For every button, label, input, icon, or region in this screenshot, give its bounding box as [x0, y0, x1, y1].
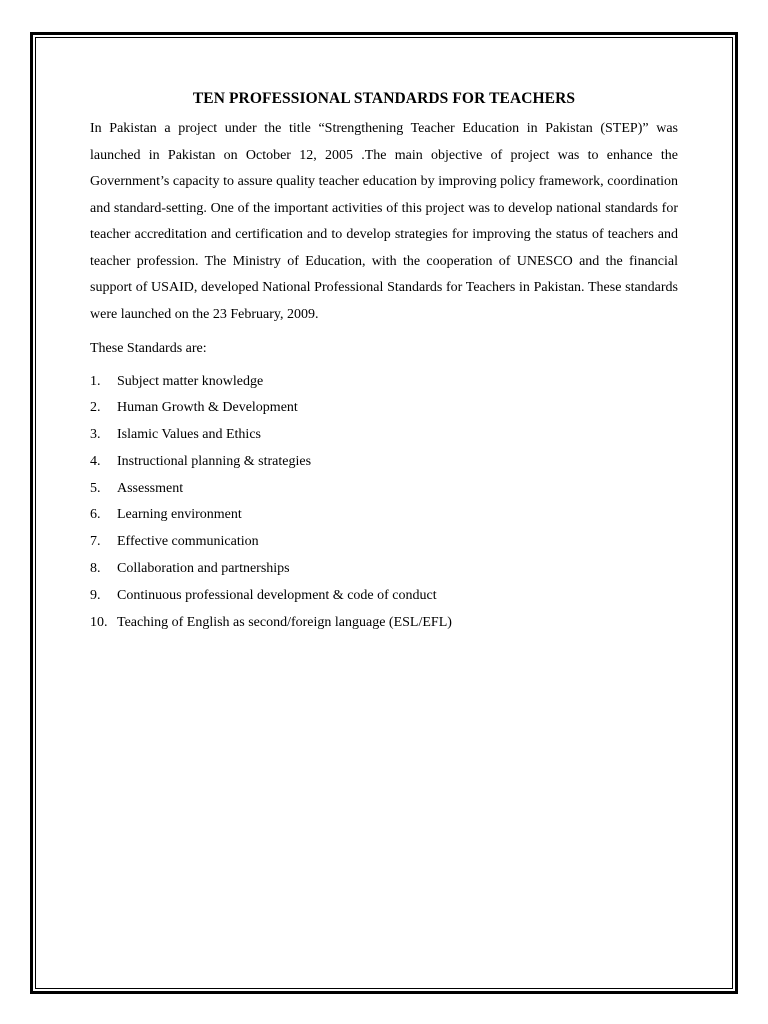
- list-item-number: 8.: [90, 561, 101, 577]
- document-title: TEN PROFESSIONAL STANDARDS FOR TEACHERS: [192, 90, 576, 107]
- list-item-number: 9.: [90, 587, 101, 603]
- document-content: [90, 90, 678, 636]
- list-item-text: Instructional planning & strategies: [117, 453, 312, 469]
- list-intro: These Standards are:: [90, 341, 207, 356]
- list-item-number: 5.: [90, 480, 101, 496]
- list-item: [90, 529, 678, 556]
- list-item-number: 7.: [90, 534, 101, 550]
- list-item: [90, 422, 678, 449]
- list-item-text: Effective communication: [117, 534, 259, 550]
- list-item: [90, 502, 678, 529]
- list-item-number: 2.: [90, 400, 101, 416]
- list-item: [90, 449, 678, 476]
- list-item-text: Assessment: [117, 480, 184, 496]
- list-item-text: Continuous professional development & code of conduct: [117, 587, 437, 603]
- list-item-text: Human Growth & Development: [117, 400, 298, 416]
- list-item-number: 1.: [90, 373, 101, 389]
- list-item-number: 4.: [90, 453, 101, 469]
- list-item: [90, 583, 678, 610]
- list-item-text: Islamic Values and Ethics: [117, 427, 261, 443]
- list-item-text: Learning environment: [117, 507, 242, 523]
- standards-list: [90, 369, 678, 637]
- list-item: [90, 476, 678, 503]
- list-item-number: 6.: [90, 507, 101, 523]
- list-item: [90, 610, 678, 637]
- intro-paragraph: In Pakistan a project under the title “Strengthening Teacher Education in Pakistan (STEP)” was launched in Pakistan on October 12, 2005 .The main objective of project was to enhance the Government’s capacity to assure quality teacher education by improving policy framework, coordination and standard-setting. One of the important activities of this project was to develop national standards for teacher accreditation and certification and to develop strategies for improving the status of teachers and teacher profession. The Ministry of Education, with the cooperation of UNESCO and the financial support of USAID, developed National Professional Standards for Teachers in Pakistan. These standards were launched on the 23 February, 2009.: [90, 121, 678, 322]
- list-item: [90, 395, 678, 422]
- list-item: [90, 556, 678, 583]
- list-item-number: 10.: [90, 614, 108, 630]
- list-item-number: 3.: [90, 427, 101, 443]
- list-item-text: Collaboration and partnerships: [117, 561, 290, 577]
- list-item-text: Subject matter knowledge: [117, 373, 264, 389]
- list-item: [90, 369, 678, 396]
- list-item-text: Teaching of English as second/foreign language (ESL/EFL): [117, 614, 452, 630]
